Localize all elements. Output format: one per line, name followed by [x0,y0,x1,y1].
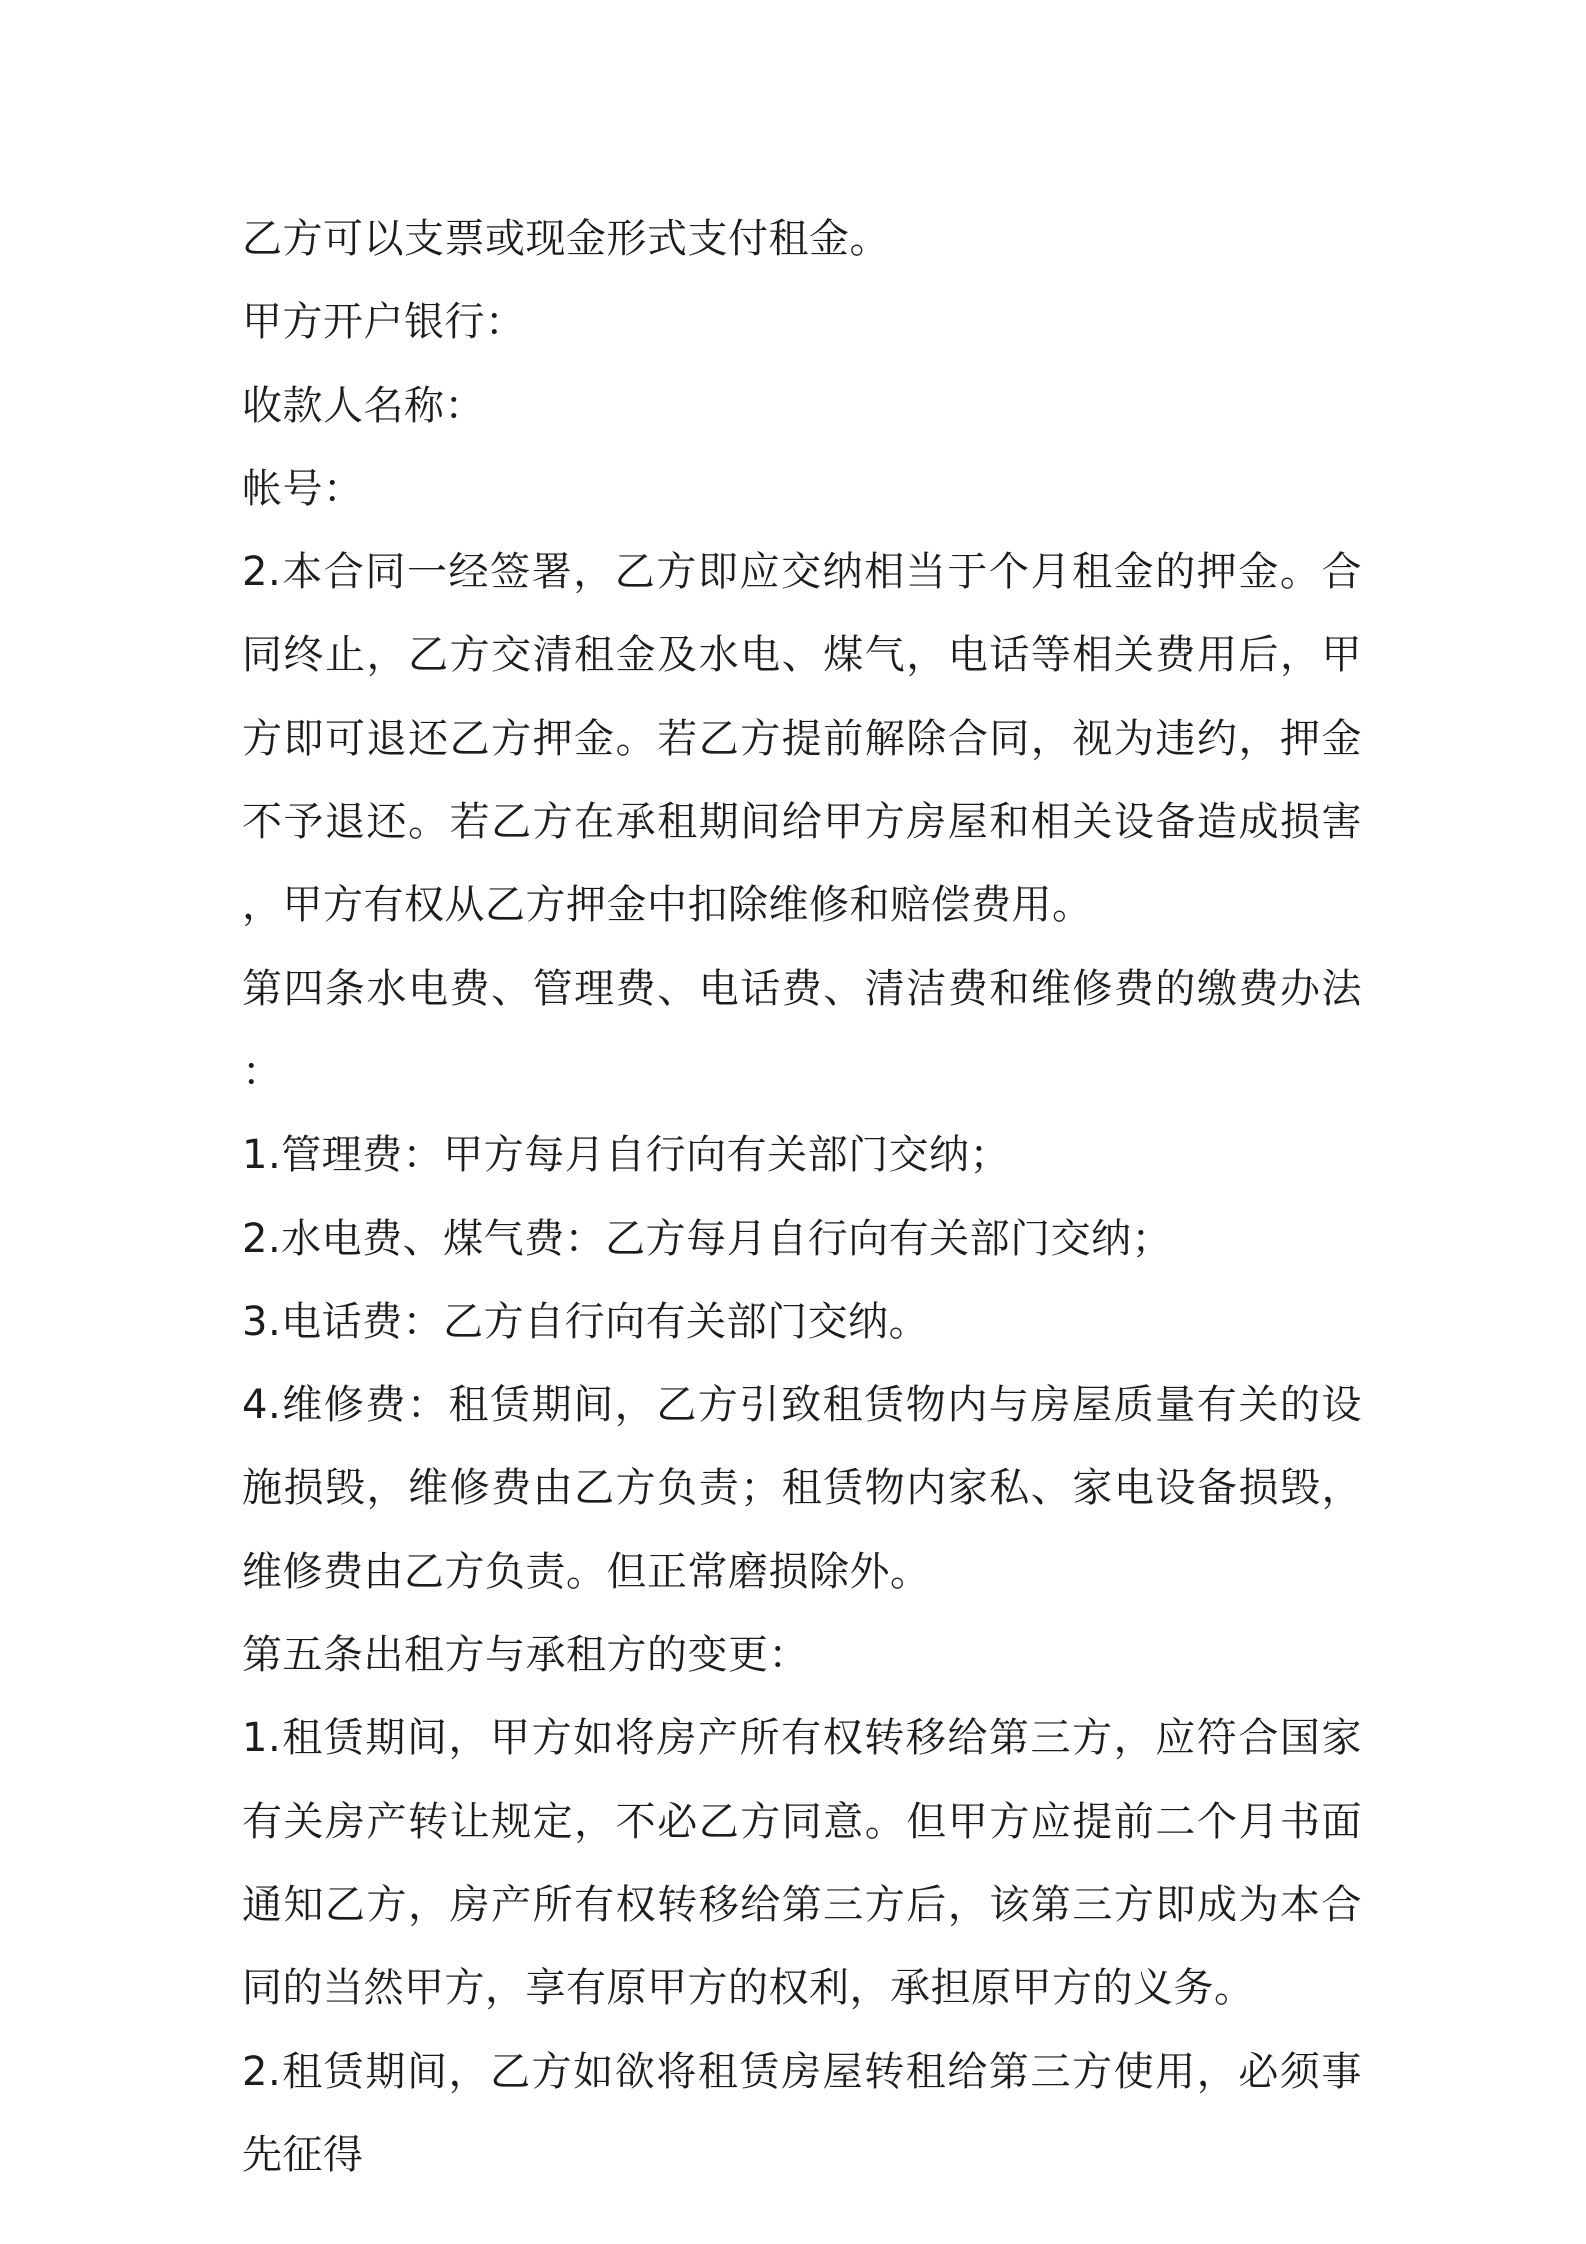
paragraph-ownership-transfer: 1.租赁期间，甲方如将房产所有权转移给第三方，应符合国家有关房产转让规定，不必乙方同意。但甲方应提前二个月书面通知乙方，房产所有权转移给第三方后，该第三方即成为本合同的当然甲方，享有原甲方的权利，承担原甲方的义务。 [242,1715,1362,2012]
paragraph-sublease: 2.租赁期间，乙方如欲将租赁房屋转租给第三方使用，必须事先征得 [242,2048,1362,2178]
paragraph-utility-fee: 2.水电费、煤气费：乙方每月自行向有关部门交纳； [242,1215,1173,1262]
paragraph-phone-fee: 3.电话费：乙方自行向有关部门交纳。 [242,1298,930,1345]
paragraph-payee-name: 收款人名称： [242,382,485,429]
paragraph-deposit: 2.本合同一经签署，乙方即应交纳相当于个月租金的押金。合同终止，乙方交清租金及水电、煤气，电话等相关费用后，甲方即可退还乙方押金。若乙方提前解除合同，视为违约，押金不予退还。若乙方在承租期间给甲方房屋和相关设备造成损害，甲方有权从乙方押金中扣除维修和赔偿费用。 [242,549,1362,929]
contract-text [242,198,1362,2197]
heading-article-4: 第四条水电费、管理费、电话费、清洁费和维修费的缴费办法： [242,965,1362,1095]
paragraph-management-fee: 1.管理费：甲方每月自行向有关部门交纳； [242,1132,1011,1179]
paragraph-bank: 甲方开户银行： [242,299,526,346]
paragraph-payment-method: 乙方可以支票或现金形式支付租金。 [242,216,890,262]
paragraph-account-number: 帐号： [242,465,364,512]
heading-article-5: 第五条出租方与承租方的变更： [242,1632,809,1679]
paragraph-repair-fee: 4.维修费：租赁期间，乙方引致租赁物内与房屋质量有关的设施损毁，维修费由乙方负责；租赁物内家私、家电设备损毁，维修费由乙方负责。但正常磨损除外。 [242,1382,1362,1595]
